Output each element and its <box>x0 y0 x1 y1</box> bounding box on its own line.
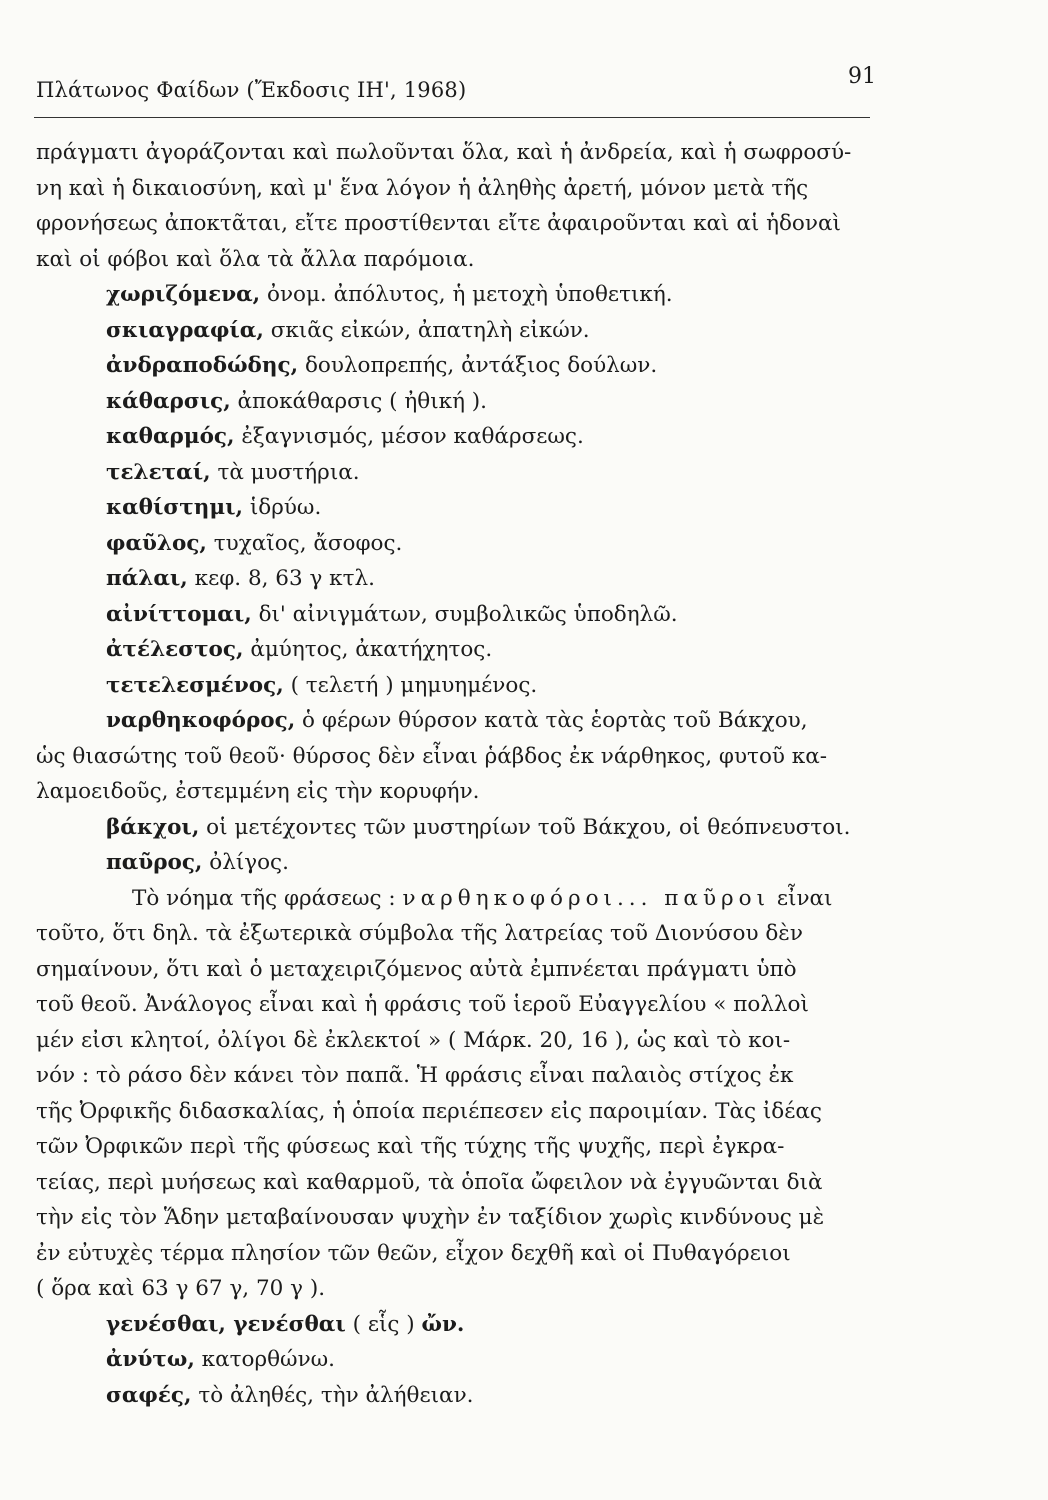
commentary-line: μέν εἰσι κλητοί, ὀλίγοι δὲ ἐκλεκτοί » ( Μάρκ. 20, 16 ), ὡς καὶ τὸ κοι- <box>36 1027 791 1053</box>
commentary-line: τὴν εἰς τὸν Ἅδην μεταβαίνουσαν ψυχὴν ἐν ταξίδιον χωρὶς κινδύνους μὲ <box>36 1205 825 1230</box>
intro-line: νη καὶ ἡ δικαιοσύνη, καὶ μ' ἕνα λόγον ἡ ἀληθὴς ἀρετή, μόνον μετὰ τῆς <box>36 175 809 201</box>
commentary-line: τῆς Ὀρφικῆς διδασκαλίας, ἡ ὁποία περιέπεσεν εἰς παροιμίαν. Τὰς ἰδέας <box>36 1098 822 1124</box>
glossary-term: τετελεσμένος, <box>106 672 284 698</box>
commentary-line: ( ὅρα καὶ 63 γ 67 γ, 70 γ ). <box>36 1276 326 1301</box>
commentary-line: νόν : τὸ ράσο δὲν κάνει τὸν παπᾶ. Ἡ φράσις εἶναι παλαιὸς στίχος ἐκ <box>36 1063 794 1088</box>
commentary-prefix: Τὸ νόημα τῆς φράσεως : <box>132 885 396 911</box>
glossary-entry-narthekophoros <box>36 703 916 739</box>
glossary-term: ἀνύτω, <box>106 1347 195 1372</box>
glossary-continuation: ὡς θιασώτης τοῦ θεοῦ· θύρσος δὲν εἶναι ῥάβδος ἐκ νάρθηκος, φυτοῦ κα- <box>36 743 828 769</box>
glossary-definition: δι' αἰνιγμάτων, συμβολικῶς ὑποδηλῶ. <box>258 601 678 627</box>
glossary-definition: ὁ φέρων θύρσον κατὰ τὰς ἑορτὰς τοῦ Βάκχου, <box>302 708 808 733</box>
glossary-entry <box>36 490 916 526</box>
glossary-entry-saphes <box>36 1378 916 1414</box>
glossary-term: ἀνδραποδώδης, <box>106 353 299 378</box>
page-body <box>36 135 916 1413</box>
commentary-line: τείας, περὶ μυήσεως καὶ καθαρμοῦ, τὰ ὁποῖα ὤφειλον νὰ ἐγγυῶνται διὰ <box>36 1169 823 1195</box>
glossary-term: καθαρμός, <box>106 424 235 449</box>
glossary-entry <box>36 348 916 384</box>
commentary-line: τοῦ θεοῦ. Ἀνάλογος εἶναι καὶ ἡ φράσις τοῦ ἱεροῦ Εὐαγγελίου « πολλοὶ <box>36 992 809 1017</box>
glossary-entry <box>36 313 916 349</box>
glossary-entry <box>36 597 916 633</box>
intro-line: καὶ οἱ φόβοι καὶ ὅλα τὰ ἄλλα παρόμοια. <box>36 246 475 272</box>
glossary-definition: ( τελετή ) μημυημένος. <box>290 672 538 698</box>
glossary-definition: κατορθώνω. <box>201 1347 336 1372</box>
commentary-quote: ναρθηκοφόροι... παῦροι <box>402 885 771 911</box>
glossary-definition: τὰ μυστήρια. <box>217 459 360 485</box>
glossary-definition: τὸ ἀληθές, τὴν ἀλήθειαν. <box>198 1382 474 1408</box>
running-header: Πλάτωνος Φαίδων (Ἔκδοσις ΙΗ', 1968) <box>36 78 467 102</box>
glossary-term: πάλαι, <box>106 566 188 591</box>
glossary-entry <box>36 632 916 668</box>
glossary-definition: ἀποκάθαρσις ( ἠθική ). <box>237 388 488 414</box>
glossary-term: αἰνίττομαι, <box>106 601 252 627</box>
commentary-suffix: εἶναι <box>776 885 833 911</box>
glossary-term: βάκχοι, <box>106 814 200 840</box>
glossary-definition: οἱ μετέχοντες τῶν μυστηρίων τοῦ Βάκχου, οἱ θεόπνευστοι. <box>206 814 851 840</box>
glossary-entry-genesthai <box>36 1307 916 1343</box>
glossary-definition: ἱδρύω. <box>249 495 322 520</box>
glossary-term: χωριζόμενα, <box>106 282 261 307</box>
glossary-entry-anyto <box>36 1342 916 1378</box>
glossary-definition: τυχαῖος, ἄσοφος. <box>213 530 403 556</box>
glossary-entry <box>36 561 916 597</box>
glossary-entry <box>36 455 916 491</box>
page-number: 91 <box>848 64 876 89</box>
intro-line: φρονήσεως ἀποκτᾶται, εἴτε προστίθενται εἴτε ἀφαιροῦνται καὶ αἱ ἡδοναὶ <box>36 211 841 236</box>
glossary-term: φαῦλος, <box>106 530 207 556</box>
glossary-entry <box>36 668 916 704</box>
glossary-term: γενέσθαι, γενέσθαι <box>106 1311 346 1337</box>
glossary-term: παῦρος, <box>106 850 203 875</box>
glossary-term: ἀτέλεστος, <box>106 637 244 662</box>
commentary-line: σημαίνουν, ὅτι καὶ ὁ μεταχειριζόμενος αὐτὰ ἐμπνέεται πράγματι ὑπὸ <box>36 956 797 982</box>
glossary-entry <box>36 277 916 313</box>
glossary-definition: ( εἷς ) <box>352 1311 415 1337</box>
glossary-term: ναρθηκοφόρος, <box>106 708 296 733</box>
glossary-term: καθίστημι, <box>106 495 243 520</box>
glossary-term: τελεταί, <box>106 459 211 485</box>
glossary-definition: ἐξαγνισμός, μέσον καθάρσεως. <box>241 424 584 449</box>
intro-line: πράγματι ἀγοράζονται καὶ πωλοῦνται ὅλα, καὶ ἡ ἀνδρεία, καὶ ἡ σωφροσύ- <box>36 140 852 165</box>
glossary-term: σαφές, <box>106 1382 192 1408</box>
glossary-definition: δουλοπρεπής, ἀντάξιος δούλων. <box>304 353 658 378</box>
glossary-definition: κεφ. 8, 63 γ κτλ. <box>194 566 375 591</box>
glossary-term: κάθαρσις, <box>106 388 231 414</box>
glossary-entry <box>36 384 916 420</box>
glossary-definition: ὀνομ. ἀπόλυτος, ἡ μετοχὴ ὑποθετική. <box>267 282 673 307</box>
header-rule <box>34 117 870 118</box>
glossary-entry-pauros <box>36 845 916 881</box>
glossary-entry <box>36 419 916 455</box>
glossary-term-tail: ὤν. <box>421 1311 465 1337</box>
commentary-line: τοῦτο, ὅτι δηλ. τὰ ἐξωτερικὰ σύμβολα τῆς λατρείας τοῦ Διονύσου δὲν <box>36 921 803 946</box>
commentary-first-line <box>36 881 916 917</box>
glossary-definition: σκιᾶς εἰκών, ἀπατηλὴ εἰκών. <box>270 317 590 343</box>
commentary-line: τῶν Ὀρφικῶν περὶ τῆς φύσεως καὶ τῆς τύχης τῆς ψυχῆς, περὶ ἐγκρα- <box>36 1134 785 1159</box>
glossary-term: σκιαγραφία, <box>106 317 264 343</box>
glossary-entry <box>36 526 916 562</box>
glossary-continuation: λαμοειδοῦς, ἐστεμμένη εἰς τὴν κορυφήν. <box>36 779 480 804</box>
glossary-definition: ὀλίγος. <box>209 850 289 875</box>
glossary-entry-bakchoi <box>36 810 916 846</box>
glossary-definition: ἀμύητος, ἀκατήχητος. <box>250 637 493 662</box>
commentary-line: ἐν εὐτυχὲς τέρμα πλησίον τῶν θεῶν, εἶχον δεχθῆ καὶ οἱ Πυθαγόρειοι <box>36 1240 791 1266</box>
